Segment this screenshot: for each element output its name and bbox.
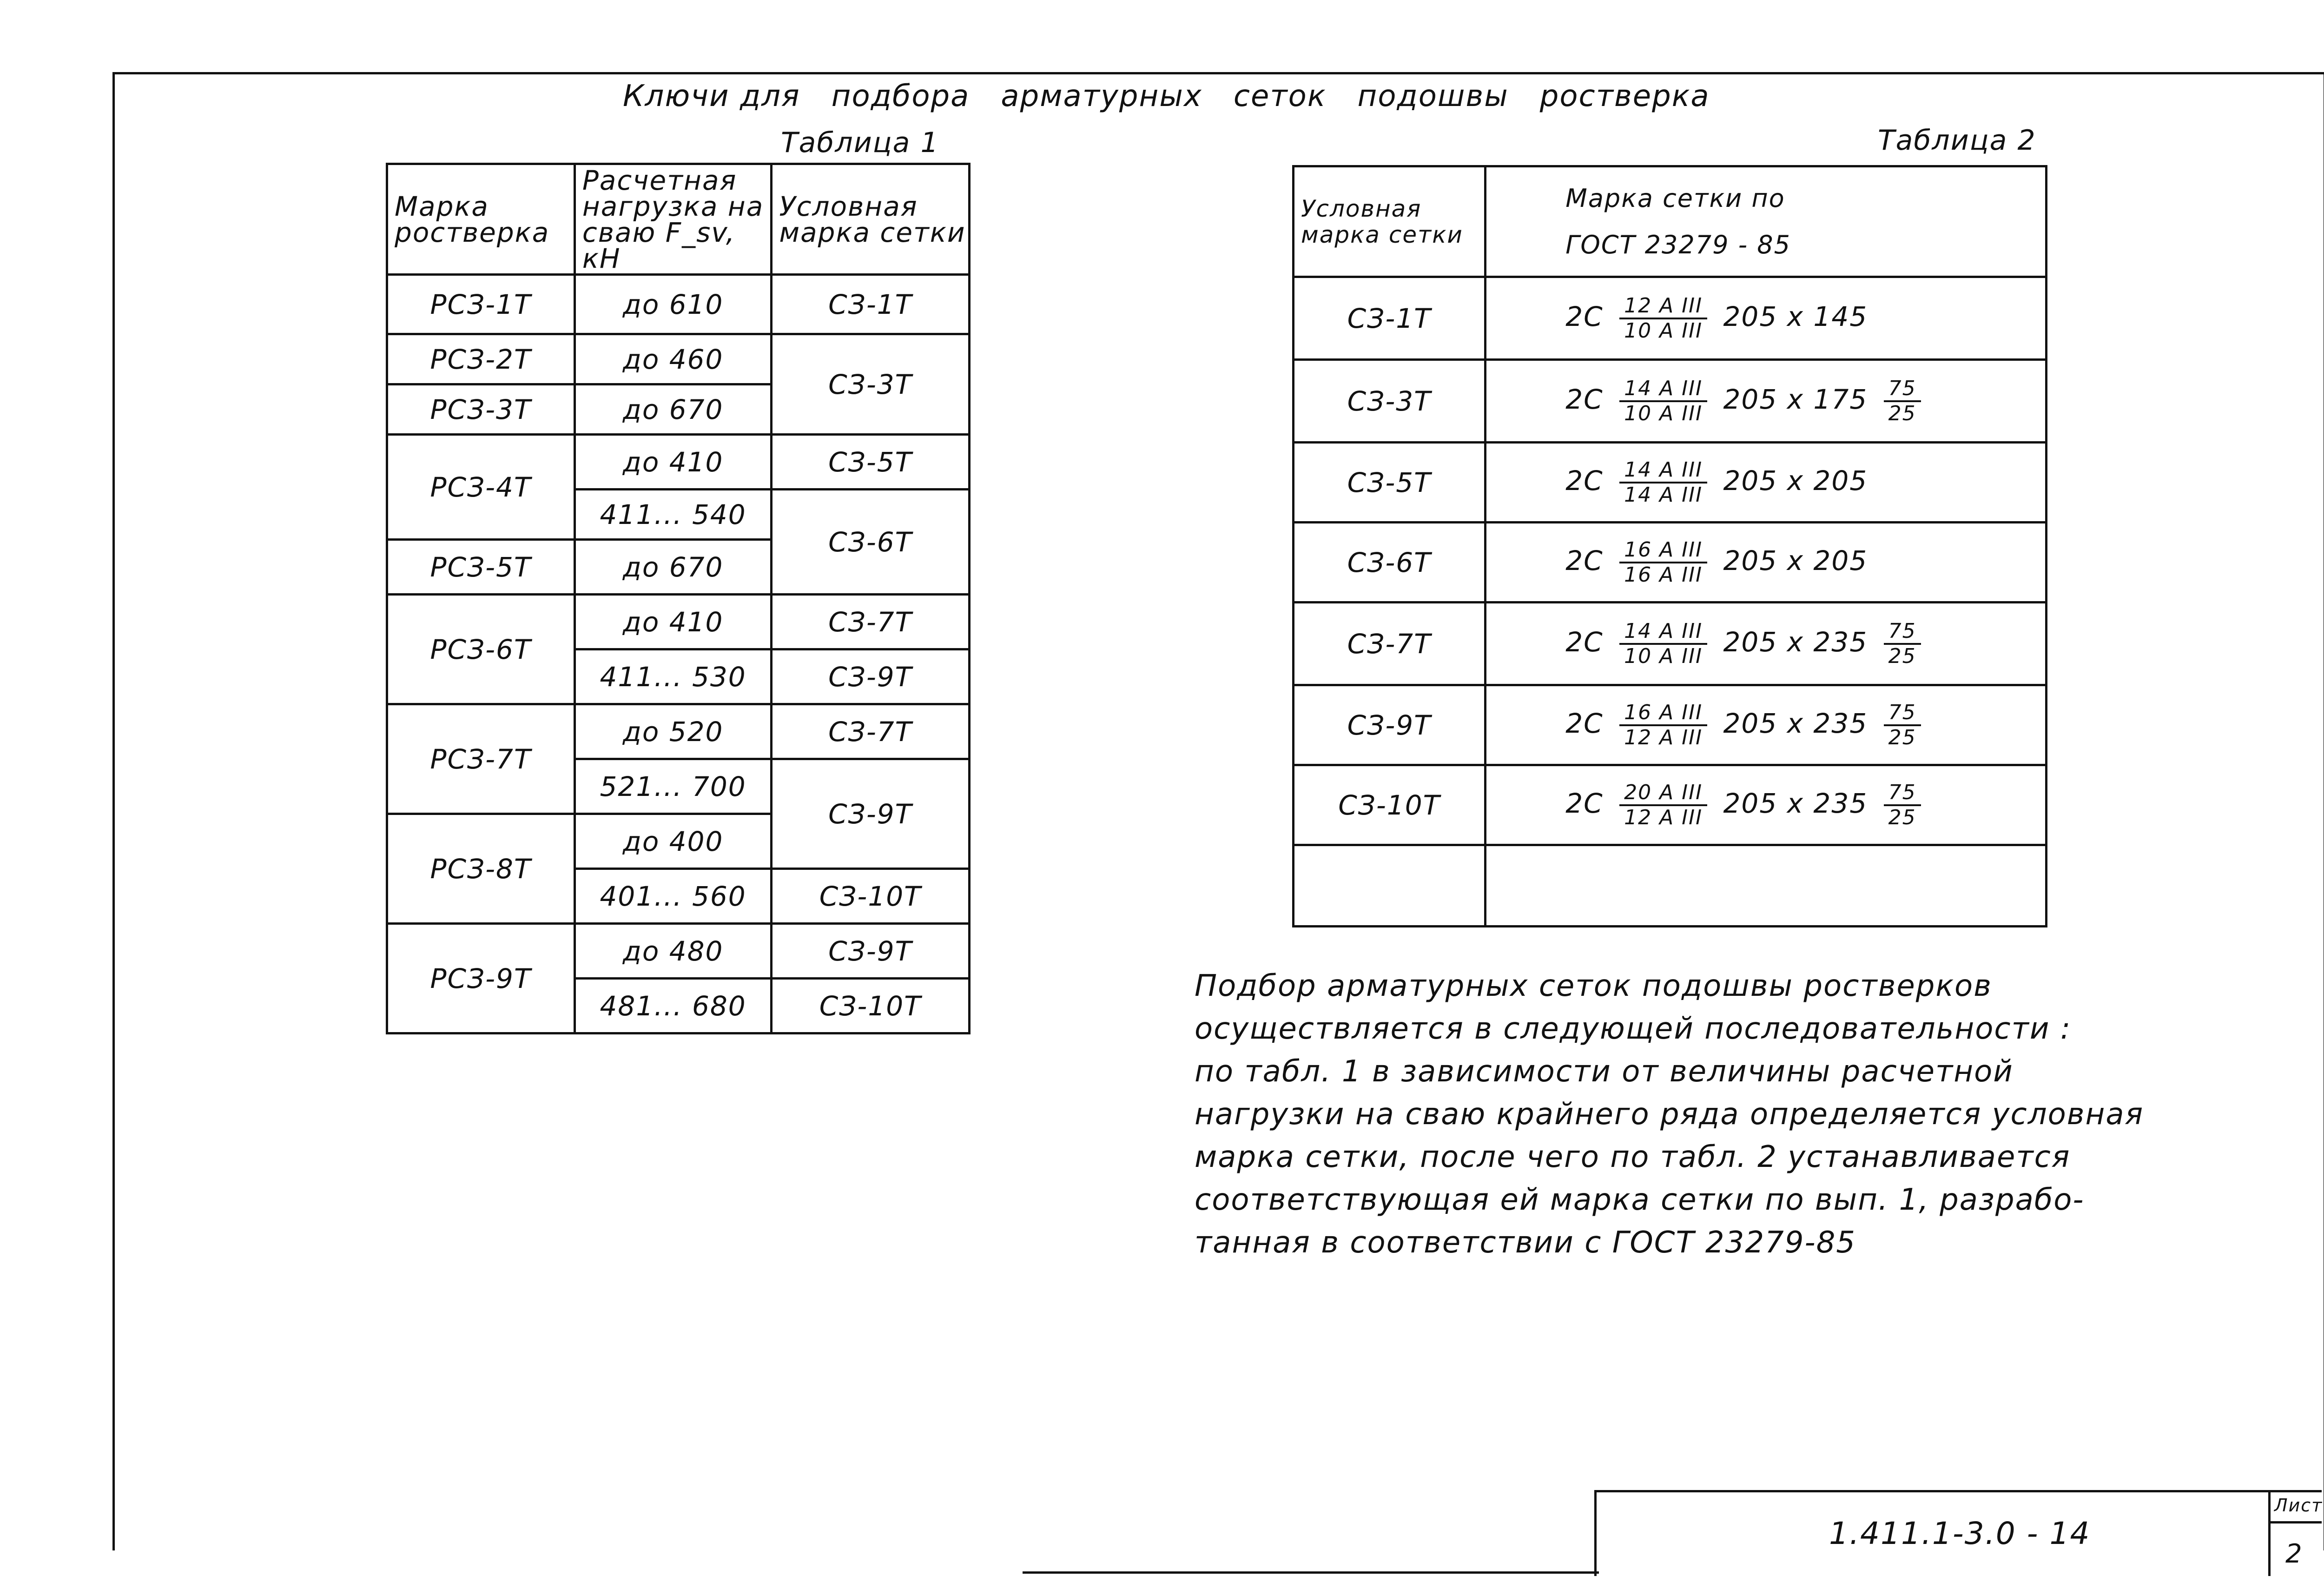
t2-mark: СЗ-1Т [1294,277,1486,360]
t2-bars-num: 16 A III [1619,701,1707,726]
t1-mark: СЗ-7Т [772,595,970,649]
t1-rost: РСЗ-3Т [387,384,575,435]
t1-rost: РСЗ-1Т [387,275,575,334]
table-row [387,435,970,490]
t2-gost [1486,685,2047,765]
t2-empty-cell [1294,845,1486,927]
t2-bars-den: 10 A III [1624,318,1703,343]
t2-bars-fraction [1619,294,1707,343]
t2-overhang-num: 75 [1884,701,1921,726]
note-line: Подбор арматурных сеток подошвы ростверков [1195,969,1992,1003]
t2-prefix: 2С [1565,300,1604,332]
bottom-rule [1023,1571,1599,1574]
t1-rost: РСЗ-2Т [387,334,575,384]
t1-load: 411... 540 [574,490,771,540]
t2-gost [1486,523,2047,603]
sheet-divider [2271,1521,2322,1523]
t1-load: до 400 [574,814,771,869]
table-1 [386,163,971,1034]
t1-mark: СЗ-9Т [772,924,970,979]
table-header-row [1294,166,2047,277]
t2-bars-den: 10 A III [1624,401,1703,425]
t2-bars-den: 14 A III [1624,483,1703,507]
t2-mark: СЗ-9Т [1294,685,1486,765]
t2-size: 205 x 145 [1723,300,1868,332]
table-row [387,704,970,759]
t1-load: до 410 [574,595,771,649]
note-line: осуществляется в следующей последовательности : [1195,1012,2072,1046]
t2-overhang-den: 25 [1888,805,1916,829]
t2-bars-num: 14 A III [1619,377,1707,402]
t2-overhang-den: 25 [1888,644,1916,668]
table-header-row [387,164,970,275]
t1-rost: РСЗ-5Т [387,540,575,595]
t1-header-rost: Марка ростверка [387,164,575,275]
table-row [387,595,970,649]
t2-bars-fraction [1619,377,1707,425]
t1-rost: РСЗ-9Т [387,924,575,1033]
t1-load: до 460 [574,334,771,384]
table-row [387,924,970,979]
t2-prefix: 2С [1565,464,1604,497]
t1-header-load: Расчетная нагрузка на сваю F_sv, кН [574,164,771,275]
t2-overhang-fraction [1884,701,1921,749]
t1-mark: СЗ-5Т [772,435,970,490]
t2-header-line2: ГОСТ 23279 - 85 [1565,230,1791,259]
table-row [1294,765,2047,845]
t1-load: 481... 680 [574,979,771,1033]
t2-prefix: 2С [1565,626,1604,658]
t2-bars-fraction [1619,458,1707,507]
t1-mark: СЗ-1Т [772,275,970,334]
t2-bars-fraction [1619,701,1707,749]
table-row [387,334,970,384]
t2-overhang-num: 75 [1884,781,1921,806]
t2-bars-fraction [1619,620,1707,668]
table-row [1294,443,2047,523]
document-code: 1.411.1-3.0 - 14 [1829,1516,2091,1551]
t2-header-mark: Условная марка сетки [1294,166,1486,277]
t1-load: до 410 [574,435,771,490]
t2-prefix: 2С [1565,707,1604,739]
t1-mark: СЗ-3Т [772,334,970,435]
t2-mark: СЗ-6Т [1294,523,1486,603]
t1-rost: РСЗ-7Т [387,704,575,814]
t2-gost [1486,443,2047,523]
note-line: по табл. 1 в зависимости от величины расчетной [1195,1054,2014,1089]
t1-load: 521... 700 [574,759,771,814]
t2-gost [1486,277,2047,360]
t2-bars-den: 12 A III [1624,805,1703,829]
t2-mark: СЗ-3Т [1294,360,1486,443]
t2-mark: СЗ-7Т [1294,603,1486,685]
t2-empty-cell [1486,845,2047,927]
sheet-label: Лист [2274,1495,2323,1516]
t1-mark: СЗ-7Т [772,704,970,759]
t1-load: до 670 [574,384,771,435]
t1-mark: СЗ-10Т [772,869,970,924]
t1-rost: РСЗ-6Т [387,595,575,704]
t1-mark: СЗ-6Т [772,490,970,595]
t2-prefix: 2С [1565,787,1604,819]
t2-bars-den: 16 A III [1624,563,1703,587]
t2-gost [1486,765,2047,845]
t1-mark: СЗ-10Т [772,979,970,1033]
t2-overhang-den: 25 [1888,401,1916,425]
table-row [1294,685,2047,765]
selection-note [1195,965,2217,1264]
table-row [1294,360,2047,443]
table-row [1294,603,2047,685]
t2-header-gost [1486,166,2047,277]
t2-bars-fraction [1619,538,1707,587]
t2-size: 205 x 175 [1723,383,1868,415]
sheet-box [2268,1492,2322,1576]
t2-size: 205 x 205 [1723,544,1868,576]
title-block [1594,1490,2322,1576]
note-line: нагрузки на сваю крайнего ряда определяется условная [1195,1097,2144,1132]
sheet-number: 2 [2285,1539,2303,1569]
note-line: соответствующая ей марка сетки по вып. 1, разрабо- [1195,1183,2085,1217]
t2-overhang-fraction [1884,377,1921,425]
t2-size: 205 x 205 [1723,464,1868,497]
table-row [1294,523,2047,603]
table-row [387,275,970,334]
page-title: Ключи для подбора арматурных сеток подошвы ростверка [623,79,1710,113]
t2-bars-num: 14 A III [1619,458,1707,484]
t2-mark: СЗ-5Т [1294,443,1486,523]
t2-size: 205 x 235 [1723,787,1868,819]
t1-load: до 480 [574,924,771,979]
t1-header-mark: Условная марка сетки [772,164,970,275]
t1-load: 411... 530 [574,649,771,704]
table1-caption: Таблица 1 [781,126,939,159]
t1-load: до 670 [574,540,771,595]
note-line: танная в соответствии с ГОСТ 23279-85 [1195,1225,1856,1260]
t2-bars-den: 10 A III [1624,644,1703,668]
t2-prefix: 2С [1565,383,1604,415]
t1-mark: СЗ-9Т [772,649,970,704]
t2-bars-fraction [1619,781,1707,829]
t1-rost: РСЗ-8Т [387,814,575,924]
t2-mark: СЗ-10Т [1294,765,1486,845]
t2-overhang-fraction [1884,781,1921,829]
t2-gost [1486,360,2047,443]
note-line: марка сетки, после чего по табл. 2 устанавливается [1195,1140,2071,1174]
t1-load: до 610 [574,275,771,334]
t2-bars-den: 12 A III [1624,725,1703,749]
t2-overhang-num: 75 [1884,620,1921,645]
t1-load: 401... 560 [574,869,771,924]
table2-caption: Таблица 2 [1878,124,2036,157]
table-2 [1292,165,2047,927]
t2-bars-num: 14 A III [1619,620,1707,645]
table-row [1294,277,2047,360]
t1-rost: РСЗ-4Т [387,435,575,540]
t1-mark: СЗ-9Т [772,759,970,869]
t2-bars-num: 20 A III [1619,781,1707,806]
t2-gost [1486,603,2047,685]
t2-header-line1: Марка сетки по [1565,183,1785,213]
t2-bars-num: 12 A III [1619,294,1707,319]
table-row-empty [1294,845,2047,927]
t2-overhang-num: 75 [1884,377,1921,402]
t2-overhang-den: 25 [1888,725,1916,749]
t2-size: 205 x 235 [1723,707,1868,739]
t2-bars-num: 16 A III [1619,538,1707,563]
t2-size: 205 x 235 [1723,626,1868,658]
t2-prefix: 2С [1565,544,1604,576]
t1-load: до 520 [574,704,771,759]
t2-overhang-fraction [1884,620,1921,668]
